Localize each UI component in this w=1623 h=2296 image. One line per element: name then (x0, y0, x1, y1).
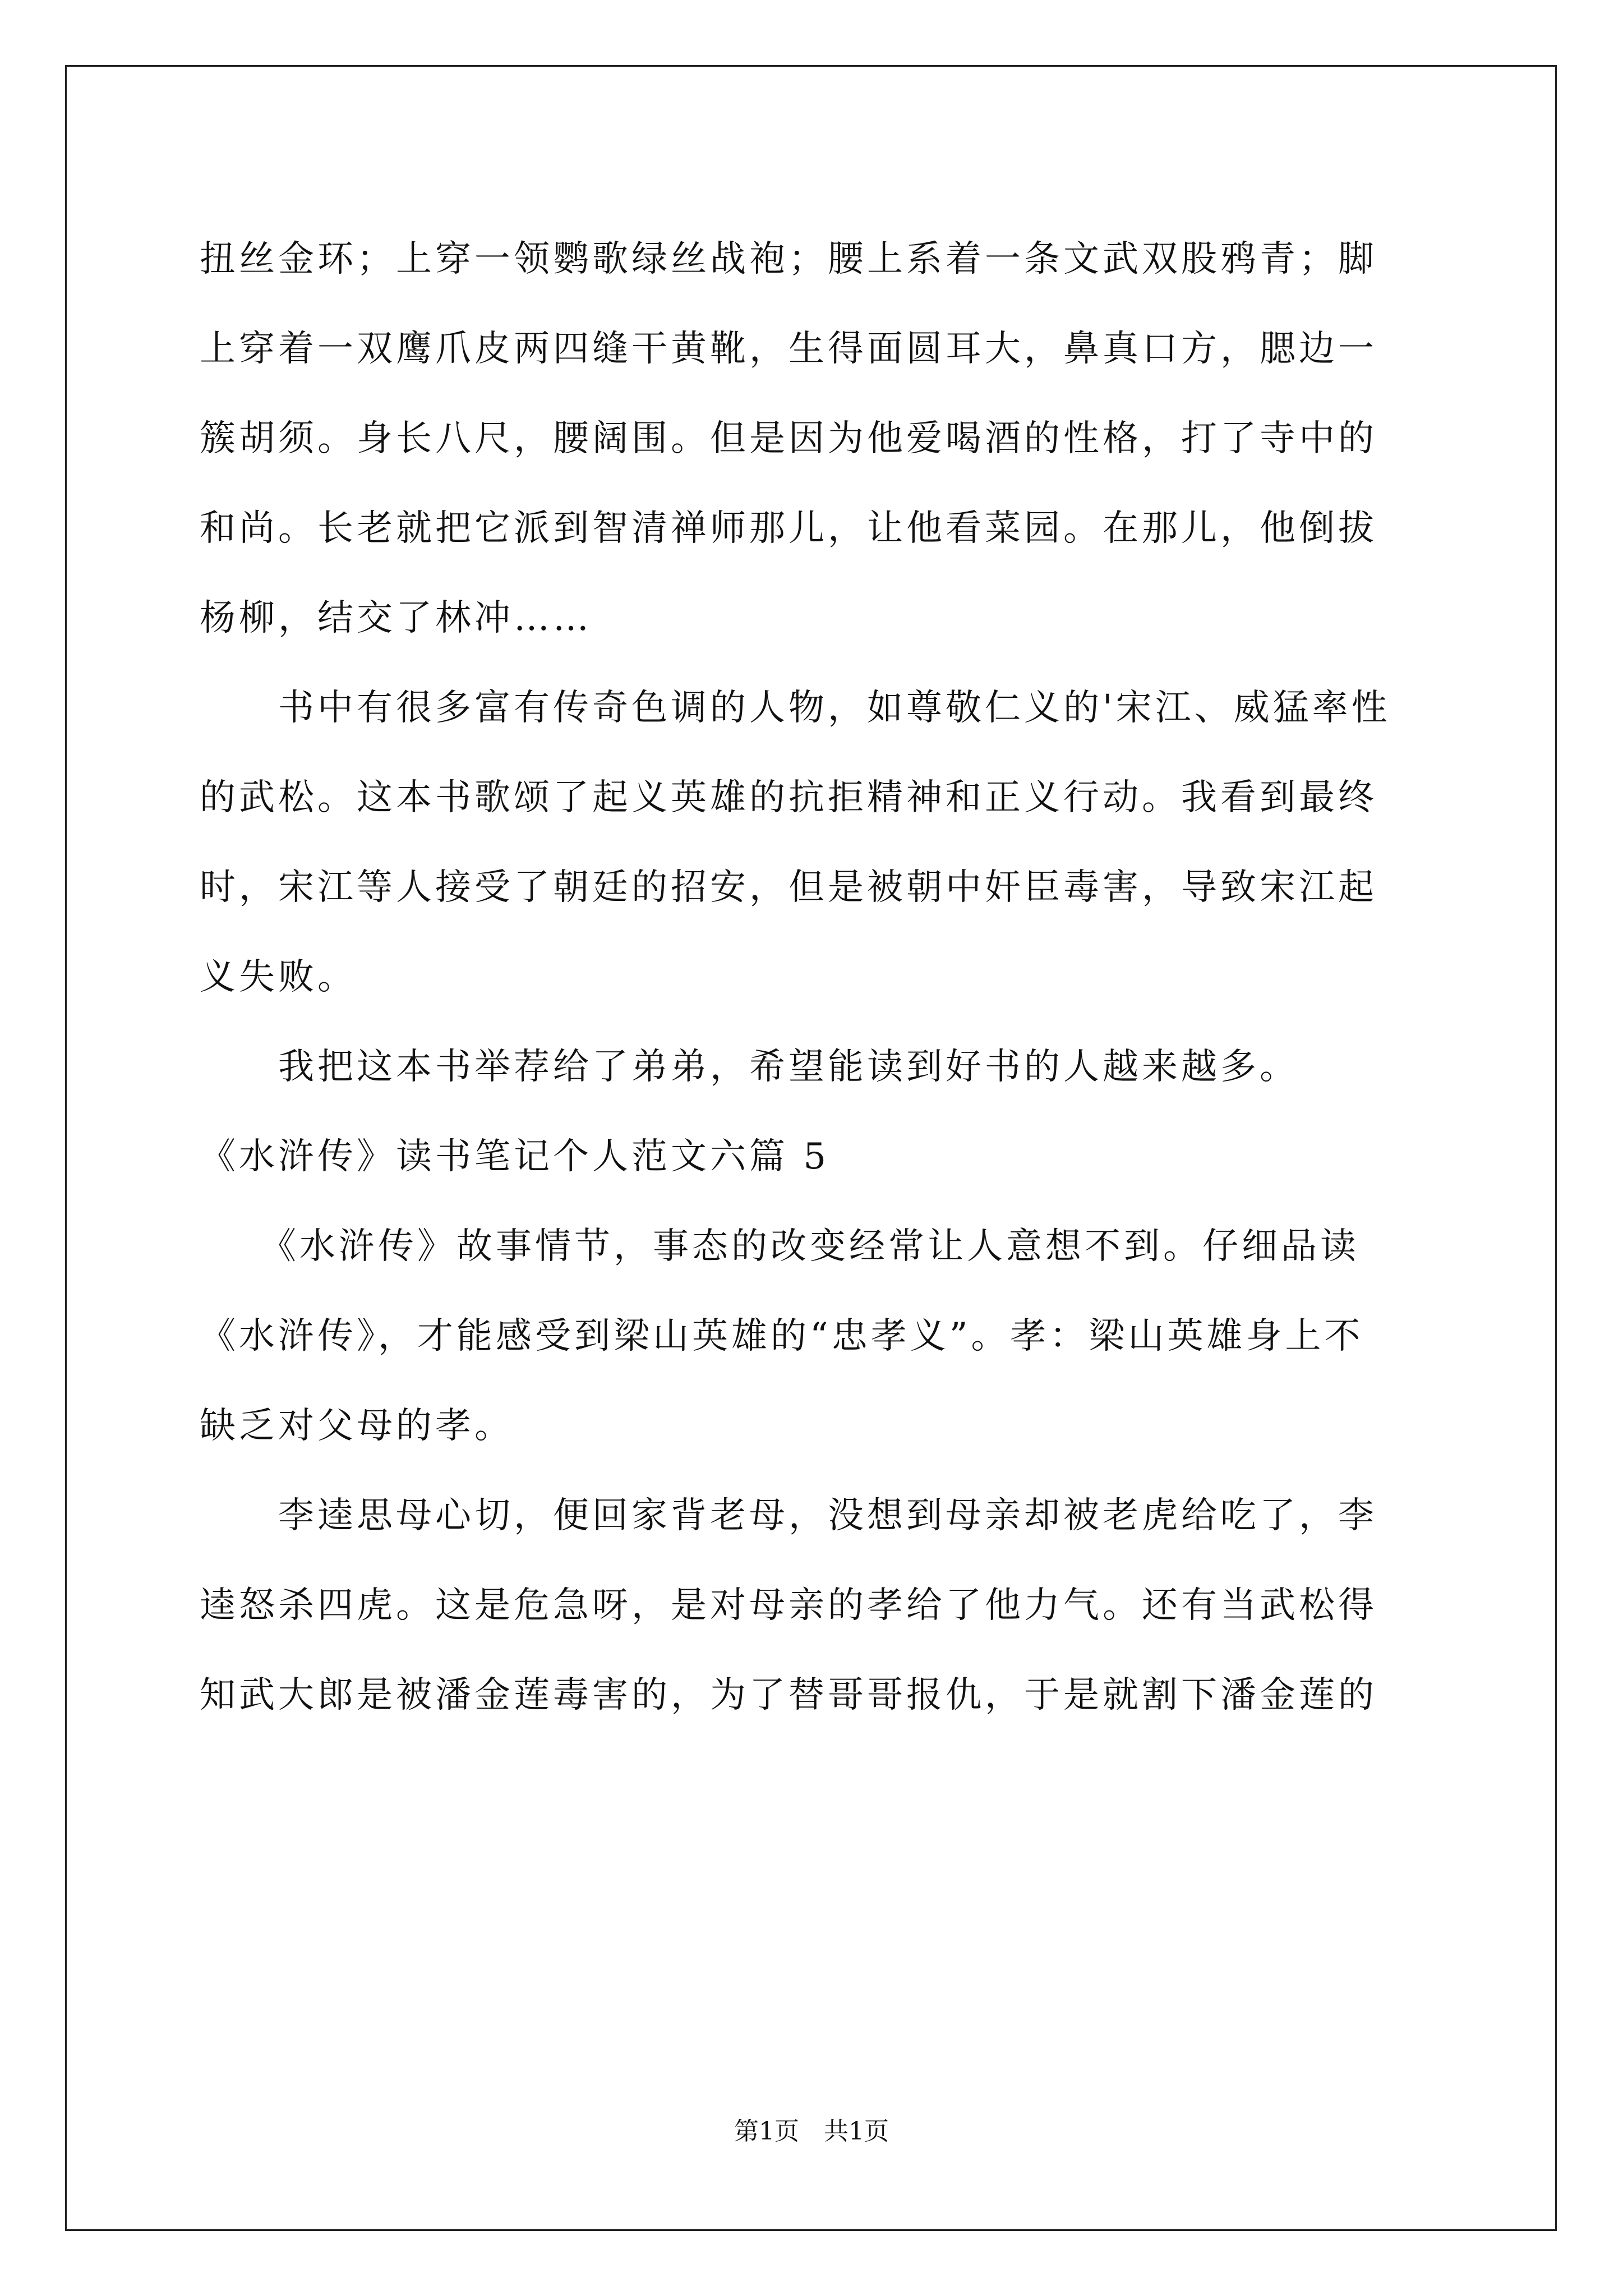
body-line-13: 《水浒传》，才能感受到梁山英雄的“忠孝义”。孝：梁山英雄身上不 (200, 1315, 1364, 1357)
body-line-8: 时，宋江等人接受了朝廷的招安，但是被朝中奸臣毒害，导致宋江起 (200, 867, 1377, 908)
body-line-16: 逵怒杀四虎。这是危急呀，是对母亲的孝给了他力气。还有当武松得 (200, 1585, 1377, 1626)
body-line-6: 书中有很多富有传奇色调的人物，如尊敬仁义的'宋江、威猛率性 (200, 687, 1391, 729)
body-line-4: 和尚。长老就把它派到智清禅师那儿，让他看菜园。在那儿，他倒拔 (200, 508, 1377, 549)
body-line-2: 上穿着一双鹰爪皮两四缝干黄靴，生得面圆耳大，鼻真口方，腮边一 (200, 328, 1377, 370)
body-line-3: 簇胡须。身长八尺，腰阔围。但是因为他爱喝酒的性格，打了寺中的 (200, 418, 1377, 459)
body-line-7: 的武松。这本书歌颂了起义英雄的抗拒精神和正义行动。我看到最终 (200, 777, 1377, 818)
body-line-9: 义失败。 (200, 956, 357, 998)
body-line-10: 我把这本书举荐给了弟弟，希望能读到好书的人越来越多。 (200, 1046, 1299, 1088)
body-line-5: 杨柳，结交了林冲…… (200, 597, 592, 639)
page-number-footer: 第1页 共1页 (734, 2117, 889, 2146)
body-line-1: 扭丝金环；上穿一领鹦歌绿丝战袍；腰上系着一条文武双股鸦青；脚 (200, 238, 1377, 280)
body-line-12: 《水浒传》故事情节，事态的改变经常让人意想不到。仔细品读 (200, 1226, 1359, 1267)
section-heading: 《水浒传》读书笔记个人范文六篇 5 (200, 1136, 830, 1177)
body-line-17: 知武大郎是被潘金莲毒害的，为了替哥哥报仇，于是就割下潘金莲的 (200, 1674, 1377, 1716)
body-line-15: 李逵思母心切，便回家背老母，没想到母亲却被老虎给吃了，李 (200, 1495, 1377, 1536)
body-line-14: 缺乏对父母的孝。 (200, 1405, 514, 1447)
